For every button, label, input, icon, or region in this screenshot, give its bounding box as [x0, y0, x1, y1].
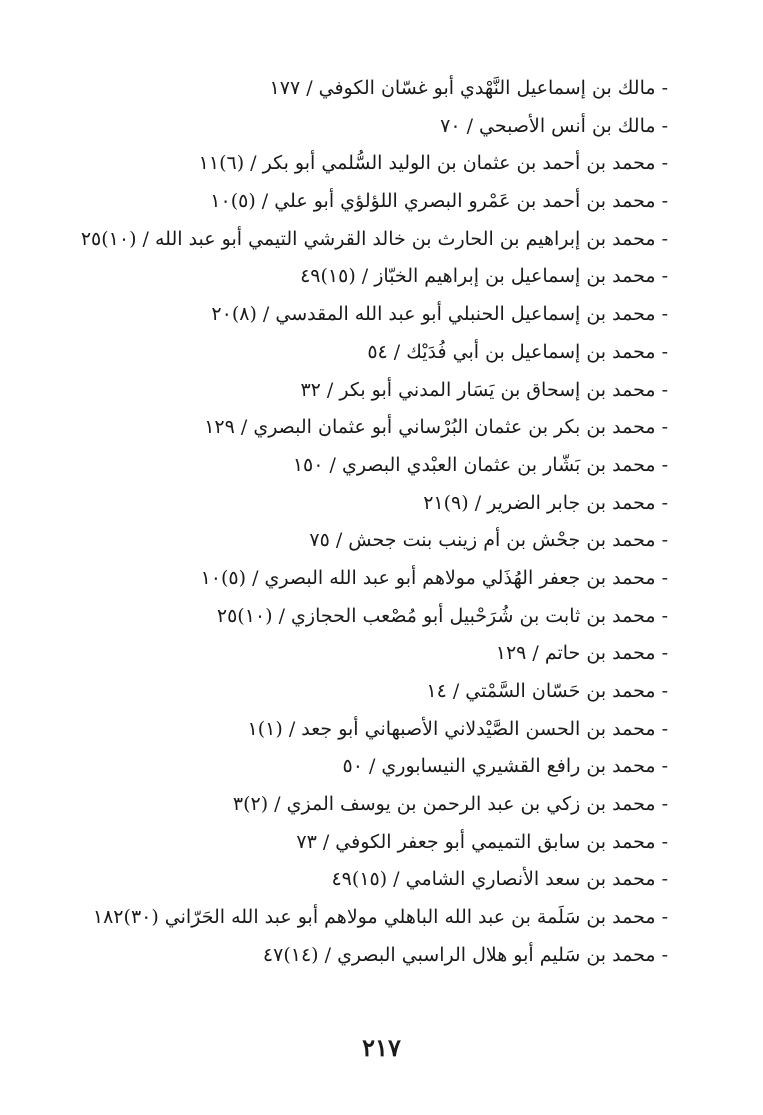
index-entry: - محمد بن سابق التميمي أبو جعفر الكوفي / ٧٣	[296, 830, 668, 853]
index-entry: - محمد بن حاتم / ١٢٩	[495, 642, 668, 665]
index-entry: - محمد بن سَليم أبو هلال الراسبي البصري / (١٤)٤٧	[262, 943, 668, 966]
index-entry: - محمد بن بكر بن عثمان البُرْساني أبو عثمان البصري / ١٢٩	[204, 416, 668, 439]
index-entry: - محمد بن إسماعيل الحنبلي أبو عبد الله المقدسي / (٨)٢٠	[211, 303, 668, 326]
index-entry: - محمد بن جعفر الهُذَلي مولاهم أبو عبد الله البصري / (٥)١٠	[200, 566, 668, 589]
index-entry: - محمد بن أحمد بن عثمان بن الوليد السُّلمي أبو بكر / (٦)١١	[198, 152, 668, 175]
index-entry: - محمد بن سَلَمة بن عبد الله الباهلي مولاهم أبو عبد الله الحَرّاني (٣٠)١٨٢	[92, 906, 668, 929]
index-entry: - مالك بن إسماعيل النَّهْدي أبو غسّان الكوفي / ١٧٧	[269, 77, 668, 99]
page-number: ٢١٧	[362, 1033, 401, 1062]
index-entry: - محمد بن ثابت بن شُرَحْبيل أبو مُصْعب الحجازي / (١٠)٢٥	[216, 604, 668, 627]
index-entry: - محمد بن جحْش بن أم زينب بنت جحش / ٧٥	[309, 529, 668, 552]
index-entry: - محمد بن إسماعيل بن إبراهيم الخبّاز / (١٥)٤٩	[300, 265, 668, 288]
narrator-index-list	[68, 70, 668, 975]
index-entry: - محمد بن إسحاق بن يَسَار المدني أبو بكر / ٣٢	[300, 378, 668, 401]
index-entry: - محمد بن الحسن الصَّيْدلاني الأصبهاني أبو جعد / (١)١	[247, 717, 668, 740]
index-entry: - محمد بن إبراهيم بن الحارث بن خالد القرشي التيمي أبو عبد الله / (١٠)٢٥	[80, 227, 668, 250]
index-entry: - محمد بن أحمد بن عَمْرو البصري اللؤلؤي أبو علي / (٥)١٠	[210, 190, 668, 213]
index-entry: - محمد بن زكي بن عبد الرحمن بن يوسف المزي / (٢)٣	[232, 793, 668, 816]
index-entry: - محمد بن بَشّار بن عثمان العبْدي البصري / ١٥٠	[292, 453, 668, 476]
index-entry: - محمد بن رافع القشيري النيسابوري / ٥٠	[342, 755, 668, 778]
index-entry: - محمد بن حَسّان السَّمْتي / ١٤	[426, 680, 668, 702]
index-entry: - محمد بن إسماعيل بن أبي فُدَيْك / ٥٤	[367, 340, 668, 363]
index-entry: - مالك بن أنس الأصبحي / ٧٠	[440, 114, 668, 137]
index-entry: - محمد بن سعد الأنصاري الشامي / (١٥)٤٩	[331, 868, 668, 891]
index-entry: - محمد بن جابر الضرير / (٩)٢١	[423, 491, 668, 514]
